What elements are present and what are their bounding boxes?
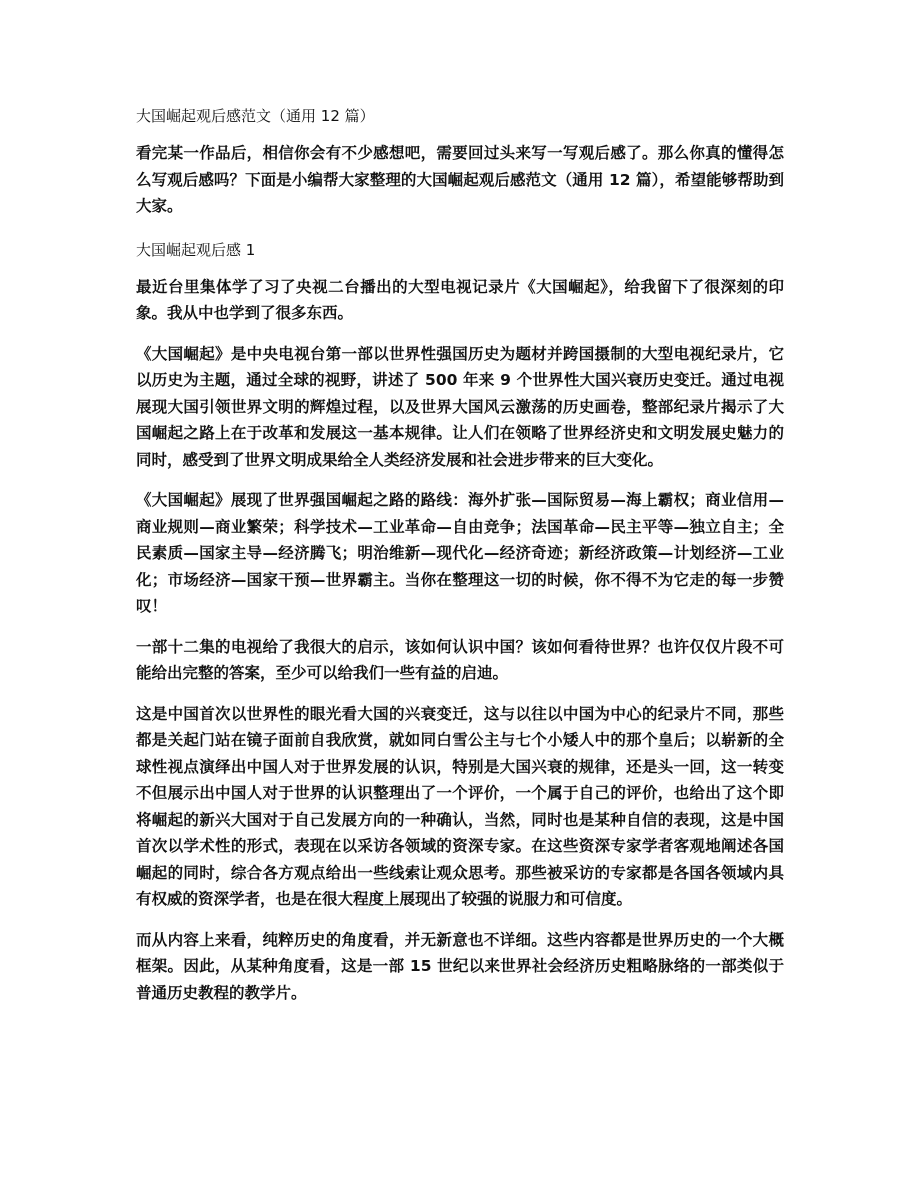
body-paragraph-3: 《大国崛起》展现了世界强国崛起之路的路线：海外扩张—国际贸易—海上霸权；商业信用—商业规则—商业繁荣；科学技术—工业革命—自由竞争；法国革命—民主平等—独立自主；全民素质—国家主导—经济腾飞；明治维新—现代化—经济奇迹；新经济政策—计划经济—工业化；市场经济—国家干预—世界霸主。当你在整理这一切的时候，你不得不为它走的每一步赞叹！ (136, 491, 784, 615)
body-paragraph-5: 这是中国首次以世界性的眼光看大国的兴衰变迁，这与以往以中国为中心的纪录片不同，那些都是关起门站在镜子面前自我欣赏，就如同白雪公主与七个小矮人中的那个皇后；以崭新的全球性视点演绎出中国人对于世界发展的认识，特别是大国兴衰的规律，还是头一回，这一转变不但展示出中国人对于世界的认识整理出了一个评价，一个属于自己的评价，也给出了这个即将崛起的新兴大国对于自己发展方向的一种确认，当然，同时也是某种自信的表现，这是中国首次以学术性的形式，表现在以采访各领域的资深专家。在这些资深专家学者客观地阐述各国崛起的同时，综合各方观点给出一些线索让观众思考。那些被采访的专家都是各国各领域内具有权威的资深学者，也是在很大程度上展现出了较强的说服力和可信度。 (136, 704, 784, 908)
document-page (136, 100, 784, 1020)
body-paragraph-4: 一部十二集的电视给了我很大的启示，该如何认识中国？该如何看待世界？也许仅仅片段不可能给出完整的答案，至少可以给我们一些有益的启迪。 (136, 637, 784, 682)
document-title: 大国崛起观后感范文（通用 12 篇） (136, 107, 375, 125)
section-heading: 大国崛起观后感 1 (136, 240, 256, 259)
body-paragraph-2: 《大国崛起》是中央电视台第一部以世界性强国历史为题材并跨国摄制的大型电视纪录片，它以历史为主题，通过全球的视野，讲述了 500 年来 9 个世界性大国兴衰历史变迁。通过电视展现大国引领世界文明的辉煌过程，以及世界大国风云激荡的历史画卷，整部纪录片揭示了大国崛起之路上在于改革和发展这一基本规律。让人们在领略了世界经济史和文明发展史魅力的同时，感受到了世界文明成果给全人类经济发展和社会进步带来的巨大变化。 (136, 344, 784, 469)
body-paragraph-1: 最近台里集体学了习了央视二台播出的大型电视记录片《大国崛起》，给我留下了很深刻的印象。我从中也学到了很多东西。 (136, 277, 784, 322)
intro-paragraph: 看完某一作品后，相信你会有不少感想吧，需要回过头来写一写观后感了。那么你真的懂得怎么写观后感吗？下面是小编帮大家整理的大国崛起观后感范文（通用 12 篇），希望能够帮助到大家。 (136, 144, 784, 215)
body-paragraph-6: 而从内容上来看，纯粹历史的角度看，并无新意也不详细。这些内容都是世界历史的一个大概框架。因此，从某种角度看，这是一部 15 世纪以来世界社会经济历史粗略脉络的一部类似于普通历史教程的教学片。 (136, 930, 784, 1002)
